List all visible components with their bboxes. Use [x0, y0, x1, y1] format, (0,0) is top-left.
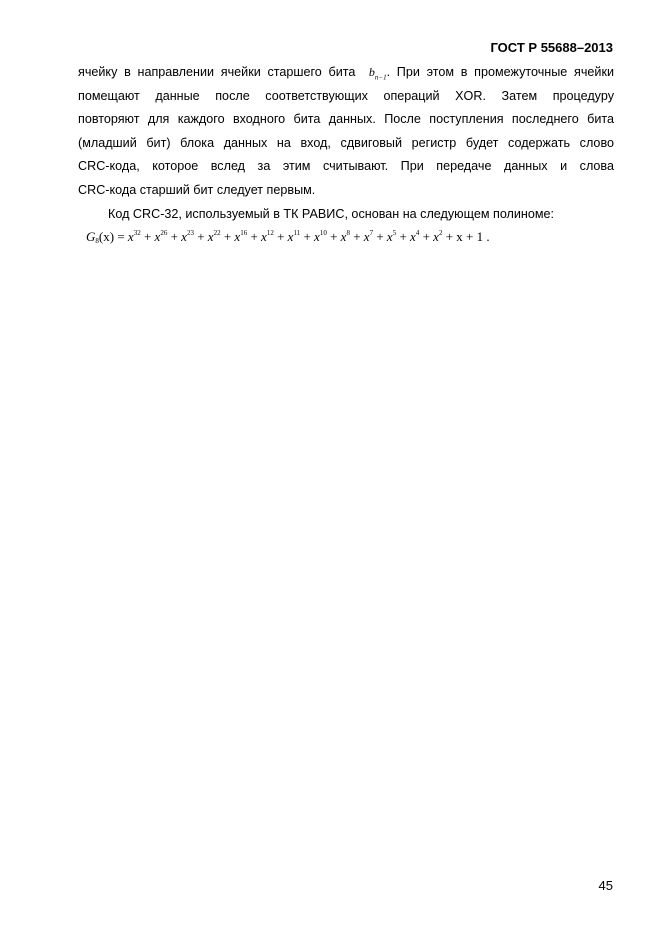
bit-variable — [368, 65, 387, 82]
formula-plus: + — [300, 229, 315, 244]
crc32-polynomial-formula — [86, 229, 490, 245]
formula-variable: x — [261, 229, 267, 244]
formula-variable: x — [234, 229, 241, 244]
formula-term — [314, 229, 327, 244]
formula-variable: x — [127, 229, 134, 244]
formula-plus: + — [326, 229, 341, 244]
formula-terms — [128, 229, 443, 244]
formula-plus: + — [167, 229, 182, 244]
formula-exponent: 12 — [266, 229, 274, 237]
formula-plus: + — [220, 229, 235, 244]
formula-exponent: 11 — [293, 229, 301, 237]
formula-variable: x — [207, 229, 214, 244]
paragraph-line: помещают данные после соответствующих операций XOR. Затем процедуру — [78, 88, 614, 103]
paragraph-line — [78, 61, 614, 85]
page-number: 45 — [598, 878, 613, 893]
formula-exponent: 32 — [133, 229, 141, 237]
formula-term — [208, 229, 221, 244]
formula-variable: x — [363, 229, 370, 244]
formula-plus: + — [396, 229, 411, 244]
formula-term — [364, 229, 373, 244]
formula-plus: + — [349, 229, 364, 244]
formula-variable: x — [433, 229, 439, 244]
formula-variable: x — [154, 229, 161, 244]
document-standard-number: ГОСТ Р 55688–2013 — [490, 40, 613, 55]
paragraph-crc32-intro: Код CRC-32, используемый в ТК РАВИС, основан на следующем полиноме: — [108, 207, 555, 221]
formula-exponent: 16 — [240, 229, 248, 237]
paragraph-line: CRC-кода старший бит следует первым. — [78, 182, 316, 197]
formula-tail: + x + 1 . — [442, 229, 490, 244]
formula-exponent: 7 — [369, 229, 374, 237]
line-text: . При этом в промежуточные ячейки — [386, 65, 614, 79]
formula-exponent: 10 — [319, 229, 327, 237]
paragraph-line: повторяют для каждого входного бита данных. После поступления последнего бита — [78, 112, 614, 126]
formula-exponent: 2 — [438, 229, 443, 237]
formula-lhs-name: G — [86, 229, 96, 244]
formula-term — [181, 229, 194, 244]
formula-exponent: 4 — [415, 229, 420, 237]
formula-term — [234, 229, 247, 244]
line-text: ячейку в направлении ячейки старшего бита — [78, 65, 356, 79]
formula-term — [341, 229, 350, 244]
formula-lhs-subscript: 8 — [95, 237, 99, 245]
formula-equals: = — [114, 229, 128, 244]
formula-exponent: 23 — [186, 229, 194, 237]
formula-term — [155, 229, 168, 244]
formula-variable: x — [340, 229, 347, 244]
bit-variable-base: b — [368, 65, 375, 79]
formula-variable: x — [386, 229, 393, 244]
formula-exponent: 26 — [160, 229, 168, 237]
formula-term — [288, 229, 301, 244]
formula-variable: x — [287, 229, 294, 244]
formula-plus: + — [247, 229, 262, 244]
paragraph-line: (младший бит) блока данных на вход, сдвиговый регистр будет содержать слово — [78, 135, 614, 150]
formula-plus: + — [140, 229, 155, 244]
formula-variable: x — [181, 229, 187, 244]
formula-lhs-argument: (x) — [98, 229, 115, 244]
formula-variable: x — [410, 229, 416, 244]
bit-variable-subscript: n−1 — [374, 73, 387, 82]
formula-term — [261, 229, 274, 244]
formula-exponent: 5 — [392, 229, 397, 237]
paragraph-crc-shift-description — [78, 61, 614, 202]
paragraph-line: CRC-кода, которое вслед за этим считывают. При передаче данных и слова — [78, 159, 614, 173]
formula-plus: + — [193, 229, 208, 244]
formula-exponent: 8 — [346, 229, 350, 237]
formula-term — [387, 229, 396, 244]
formula-plus: + — [273, 229, 288, 244]
formula-variable: x — [314, 229, 320, 244]
formula-plus: + — [419, 229, 434, 244]
formula-exponent: 22 — [213, 229, 221, 237]
formula-plus: + — [373, 229, 387, 244]
formula-term — [128, 229, 141, 244]
formula-term — [410, 229, 419, 244]
